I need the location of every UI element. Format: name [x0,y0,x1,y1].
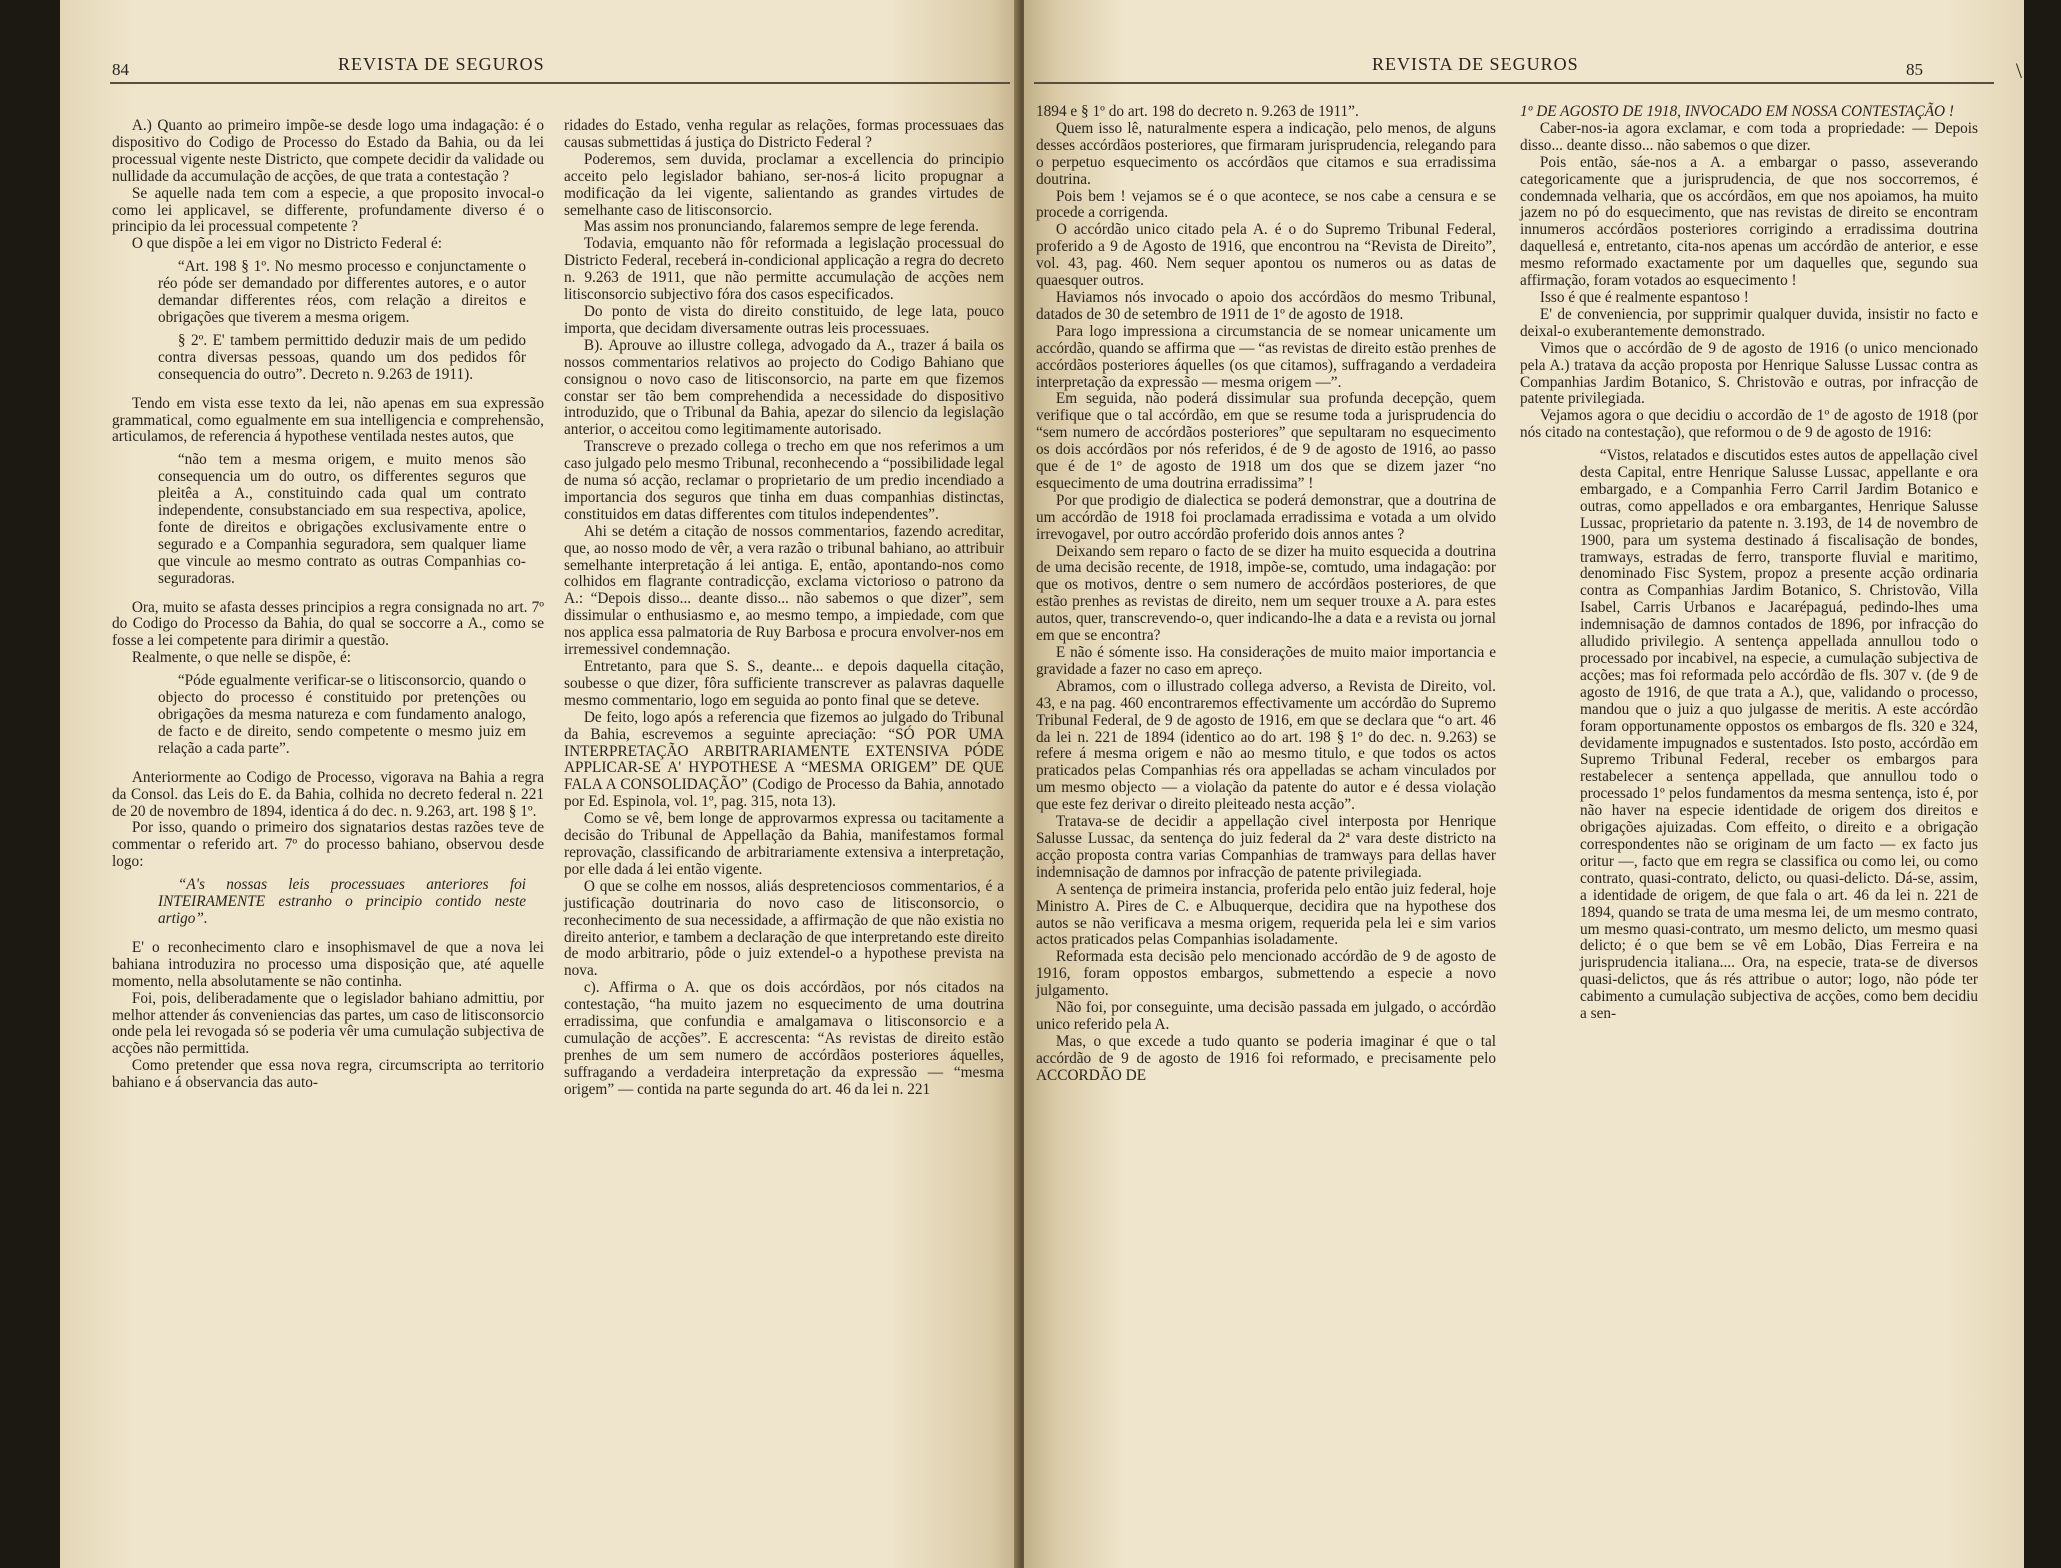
paragraph: Vejamos agora o que decidiu o accordão de 1º de agosto de 1918 (por nós citado na contestação), que reformou o de 9 de agosto de 1916: [1520,407,1978,442]
block-quote: “A's nossas leis processuaes anteriores foi INTEIRAMENTE estranho o principio contido neste artigo”. [158,876,526,927]
paragraph: O que dispõe a lei em vigor no Districto Federal é: [131,235,442,253]
paragraph: Haviamos nós invocado o apoio dos accórdãos do mesmo Tribunal, datados de 30 de setembro de 1911 de 1º de agosto de 1918. [1036,288,1496,323]
text-column [1520,104,1978,1029]
left-page [60,0,1020,1568]
running-header: REVISTA DE SEGUROS [338,54,545,74]
text-column [112,118,544,1092]
paragraph: Mas, o que excede a tudo quanto se poderia imaginar é que o tal accórdão de 9 de agosto de 1916 foi reformado, e precisamente pelo ACCORDÃO DE [1036,1032,1496,1084]
block-quote: “não tem a mesma origem, e muito menos são consequencia um do outro, os differentes seguros que pleitêa a A., constituindo cada qual um contrato independente, consubstanciado em sua respectiva, apolice, fonte de direitos e obrigações exclusivamente entre o segurado e a Companhia seguradora, sem qualquer liame que vincule ao mesmo contrato as outras Companhias co-seguradoras. [158,451,526,587]
page-number: 84 [112,60,129,79]
paragraph: Foi, pois, deliberadamente que o legislador bahiano admittiu, por melhor attender ás conveniencias das partes, um caso de litisconsorcio onde pela lei revogada só se poderia vêr uma cumulação subjectiva de acções não permittida. [112,989,544,1058]
paragraph: Por que prodigio de dialectica se poderá demonstrar, que a doutrina de um accórdão de 1918 foi proclamada erradissima e votada a um olvido irrevogavel, por outro accórdão proferido dois annos antes ? [1036,491,1496,543]
paragraph: ridades do Estado, venha regular as relações, formas processuaes das causas submettidas á justiça do Districto Federal ? [564,117,1004,151]
paragraph: Tendo em vista esse texto da lei, não apenas em sua expressão grammatical, como egualmente em sua intelligencia e comprehensão, articulamos, de referencia á hypothese ventilada nestes autos, que [112,394,544,446]
block-quote: “Póde egualmente verificar-se o litisconsorcio, quando o objecto do processo é constituido por pretenções ou obrigações da mesma natureza e com fundamento analogo, de facto e de direito, sendo competente o mesmo juiz em relação a cada parte”. [158,672,526,757]
paragraph: Para logo impressiona a circumstancia de se nomear unicamente um accórdão, quando se affirma que — “as revistas de direito estão prenhes de accórdãos posteriores áquelles (os que citamos), suffragando a verdadeira interpretação da expressão — mesma origem —”. [1036,322,1496,391]
paragraph: 1º DE AGOSTO DE 1918, INVOCADO EM NOSSA CONTESTAÇÃO ! [1520,103,1955,120]
paragraph: Abramos, com o illustrado collega adverso, a Revista de Direito, vol. 43, e na pag. 460 encontraremos effectivamente um accórdão do Supremo Tribunal Federal, de 9 de agosto de 1916, em que se declara que “o art. 46 da lei n. 221 de 1894 (identico ao do art. 198 § 1º do dec. n. 9.263) se refere á mesma origem e não ao mesmo titulo, e que todos os actos praticados pelas Companhias rés ora appelladas se acham vinculados por um mesmo objecto — a violação da patente do autor e é dessa violação que este fez derivar o direito pleiteado nesta acção”. [1036,677,1496,814]
paragraph: E' de conveniencia, por supprimir qualquer duvida, insistir no facto e deixal-o exuberantemente demonstrado. [1520,305,1978,340]
paragraph: Caber-nos-ia agora exclamar, e com toda a propriedade: — Depois disso... deante disso... não sabemos o que dizer. [1520,119,1978,154]
header-rule [110,82,1010,84]
paragraph: Ora, muito se afasta desses principios a regra consignada no art. 7º do Codigo do Processo da Bahia, do qual se soccorre a A., como se fosse a lei competente para dirimir a questão. [112,598,544,650]
paragraph: Se aquelle nada tem com a especie, a que proposito invocal-o como lei applicavel, se differente, profundamente diverso é o principio da lei processual competente ? [112,184,544,236]
paragraph: O accórdão unico citado pela A. é o do Supremo Tribunal Federal, proferido a 9 de Agosto de 1916, que encontrou na “Revista de Direito”, vol. 43, pag. 460. Nem sequer apontou os numeros ou as datas de quaesquer outros. [1036,221,1496,290]
paragraph: Poderemos, sem duvida, proclamar a excellencia do principio acceito pelo legislador bahiano, ser-nos-á licito propugnar a modificação da lei vigente, salientando as grandes virtudes de semelhante caso de litisconsorcio. [564,150,1004,219]
block-quote: “Vistos, relatados e discutidos estes autos de appellação civel desta Capital, entre Henrique Salusse Lussac, appellante e ora embargado, e a Companhia Ferro Carril Jardim Botanico e outras, como appellados e ora embargantes, Henrique Salusse Lussac, proprietario da patente n. 3.193, de 14 de novembro de 1900, para um systema destinado á fiscalisação de bondes, tramways, estradas de ferro, transporte fluvial e maritimo, denominado Fisc System, propoz a presente acção ordinaria contra as Companhias Jardim Botanico, S. Christovão, Villa Isabel, Carris Urbanos e Jacarépaguá, pedindo-lhes uma indemnisação de damnos contados de 1896, por infracção do alludido privilegio. A sentença appellada annullou todo o processado por incabivel, na especie, a cumulação subjectiva de acções; mas foi reformada pelo accórdão de fls. 307 v. (de 9 de agosto de 1916, de que trata a A.), que, validando o processo, mandou que o juiz a quo julgasse de meritis. A este accórdão foram opportunamente oppostos os embargos de fls. 320 e 324, devidamente impugnados e sustentados. Isto posto, accórdão em Supremo Tribunal Federal, receber os embargos para restabelecer a sentença appellada, que annullou todo o processado 1º pelos fundamentos da mesma sentença, isto é, por não haver na especie identidade de origem dos direitos e obrigações ajuizadas. Com effeito, o direito e a obrigação correspondentes não se originam de um facto — ex facto jus oritur —, facto que em regra se classifica ou como lei, ou como contrato, quasi-contrato, delicto, ou quasi-delicto. Dá-se, assim, a identidade de origem, de que fala o art. 46 da lei n. 221 de 1894, quando se trata de uma mesma lei, de um mesmo contrato, um mesmo quasi-contrato, um mesmo delicto, um mesmo quasi delicto; é o que bem se vê em Lobão, Dias Ferreira e na jurisprudencia italiana.... Ora, na especie, trata-se de diversos quasi-delictos, que ás rés attribue o autor; logo, não póde ter cabimento a cumulação subjectiva de acções, como bem decidiu a sen- [1580,447,1978,1023]
paragraph: A.) Quanto ao primeiro impõe-se desde logo uma indagação: é o dispositivo do Codigo de Processo do Estado da Bahia, ou da lei processual vigente neste Districto, que compete decidir da validade ou nullidade da accumulação de acções, de que trata a contestação ? [112,117,544,185]
paragraph: Entretanto, para que S. S., deante... e depois daquella citação, soubesse o que dizer, fôra sufficiente transcrever as palavras daquelle mesmo commentario, logo em seguida ao ponto final que se deteve. [564,658,1004,709]
page-number: 85 [1906,60,1923,79]
paragraph: Todavia, emquanto não fôr reformada a legislação processual do Districto Federal, receberá in-condicional applicação a regra do decreto n. 9.263 de 1911, que não permitte accumulação de acções nem litisconsorcio subjectivo fóra dos casos especificados. [564,235,1004,304]
paragraph: Como se vê, bem longe de approvarmos expressa ou tacitamente a decisão do Tribunal de Appellação da Bahia, manifestamos formal reprovação, classificando de arbitrariamente extensiva a interpretação, por elle dada á lei então vigente. [564,810,1004,878]
block-quote: § 2º. E' tambem permittido deduzir mais de um pedido contra diversas pessoas, quando um dos pedidos fôr consequencia do outro”. Decreto n. 9.263 de 1911). [158,331,526,383]
paragraph: Do ponto de vista do direito constituido, de lege lata, pouco importa, que decidam diversamente outras leis processuaes. [564,302,1004,337]
paragraph: E não é sómente isso. Ha considerações de muito maior importancia e gravidade a fazer no caso em apreço. [1036,644,1496,678]
paragraph: A sentença de primeira instancia, proferida pelo então juiz federal, hoje Ministro A. Pires de C. e Albuquerque, decidira que na hypothese dos autos se não verificava a mesma origem, requerida pela lei e sim varios actos praticados pelas Companhias isoladamente. [1036,880,1496,949]
paragraph: Pois bem ! vejamos se é o que acontece, se nos cabe a censura e se procede a corrigenda. [1036,187,1496,222]
paragraph: Como pretender que essa nova regra, circumscripta ao territorio bahiano e á observancia das auto- [112,1057,544,1092]
paragraph: Anteriormente ao Codigo de Processo, vigorava na Bahia a regra da Consol. das Leis do E. da Bahia, colhida no decreto federal n. 221 de 20 de novembro de 1894, identica á do dec. n. 9.263, art. 198 § 1º. [112,768,544,820]
paragraph: O que se colhe em nossos, aliás despretenciosos commentarios, é a justificação doutrinaria do novo caso de litisconsorcio, o reconhecimento de sua necessidade, a affirmação de que não existia no direito anterior, e tambem a declaração de que interpretando este direito de modo arbitrario, pôde o juiz extendel-o a hypothese prevista na nova. [564,877,1004,980]
paragraph: Realmente, o que nelle se dispõe, é: [131,649,352,667]
paragraph: Reformada esta decisão pelo mencionado accórdão de 9 de agosto de 1916, foram oppostos embargos, submettendo a especie a novo julgamento. [1036,948,1496,1000]
paragraph: Isso é que é realmente espantoso ! [1539,288,1749,306]
paragraph: Quem isso lê, naturalmente espera a indicação, pelo menos, de alguns desses accórdãos posteriores, que firmaram jurisprudencia, relegando para o perpetuo esquecimento os accórdãos que citamos e sua erradissima doutrina. [1036,119,1496,188]
edge-mark: \ [2015,58,2022,83]
right-page [1024,0,2024,1568]
paragraph: Por isso, quando o primeiro dos signatarios destas razões teve de commentar o referido art. 7º do processo bahiano, observou desde logo: [112,819,544,871]
paragraph: Mas assim nos pronunciando, falaremos sempre de lege ferenda. [583,218,979,236]
running-header: REVISTA DE SEGUROS [1372,54,1579,74]
paragraph: Ahi se detém a citação de nossos commentarios, fazendo acreditar, que, ao nosso modo de vêr, a vera razão o tribunal bahiano, ao attribuir semelhante interpretação á lei antiga. E, então, apontando-nos como colhidos em flagrante contradicção, exclama victorioso o patrono da A.: “Depois disso... deante disso... não sabemos o que dizer”, sem dissimular o enthusiasmo e, ao mesmo tempo, a impiedade, com que nos applica essa palmatoria de Ruy Barbosa e procura envolver-nos em irremessivel condemnação. [564,522,1004,659]
paragraph: E' o reconhecimento claro e insophismavel de que a nova lei bahiana introduzira no processo uma disposição que, até aquelle momento, nella absolutamente se não continha. [112,938,544,990]
paragraph: De feito, logo após a referencia que fizemos ao julgado do Tribunal da Bahia, escrevemos a seguinte apreciação: “SÓ POR UMA INTERPRETAÇÃO ARBITRARIAMENTE EXTENSIVA PÓDE APPLICAR-SE A' HYPOTHESE A “MESMA ORIGEM” DE QUE FALA A CONSOLIDAÇÃO” (Codigo de Processo da Bahia, annotado por Ed. Espinola, vol. 1º, pag. 315, nota 13). [564,708,1004,811]
text-column [564,118,1004,1099]
paragraph: B). Aprouve ao illustre collega, advogado da A., trazer á baila os nossos commentarios relativos ao projecto do Codigo Bahiano que consignou o novo caso de litisconsorcio, na parte em que fizemos constar ser tão bem comprehendida a necessidade do dispositivo introduzido, que o Tribunal da Bahia, apezar do silencio da legislação anterior, o acceitou como legitimamente autorisado. [564,336,1004,439]
paragraph: Transcreve o prezado collega o trecho em que nos referimos a um caso julgado pelo mesmo Tribunal, reconhecendo a “possibilidade legal de numa só acção, reclamar o proprietario de um predio incendiado a importancia dos seguros que tinha em duas companhias distinctas, constituidos em datas differentes com titulos independentes”. [564,438,1004,523]
block-quote: “Art. 198 § 1º. No mesmo processo e conjunctamente o réo póde ser demandado por differentes autores, e o autor demandar differentes réos, com relação a direitos e obrigações que tiverem a mesma origem. [158,258,526,326]
paragraph: Deixando sem reparo o facto de se dizer ha muito esquecida a doutrina de uma decisão recente, de 1918, impõe-se, comtudo, uma indagação: por que os motivos, dentre o sem numero de accórdãos posteriores, de que estão prenhes as revistas de direito, nem um sequer trouxe a A. para estes autos, quer, transcrevendo-o, quer indicando-lhe a data e a revista ou jornal em que se encontra? [1036,542,1496,645]
header-rule [1034,82,1994,84]
paragraph: Tratava-se de decidir a appellação civel interposta por Henrique Salusse Lussac, da sentença do juiz federal da 2ª vara deste districto na acção proposta contra varias Companhias de tramways para dellas haver indemnisação de damnos por infracção de patente privilegiada. [1036,813,1496,881]
paragraph: Não foi, por conseguinte, uma decisão passada em julgado, o accórdão unico referido pela A. [1036,999,1496,1033]
paragraph: Pois então, sáe-nos a A. a embargar o passo, asseverando categoricamente que a jurisprudencia, de que nos soccorremos, é condemnada velharia, que os accórdãos, em que nos apoiamos, ha muito jazem no pó do esquecimento, que nas revistas de direito se encontram innumeros accórdãos posteriores corrigindo a erradissima doutrina daquellesá e, entretanto, cita-nos apenas um accórdão de anterior, e esse mesmo reformado exactamente por um daquelles que, segundo sua affirmação, foram votados ao esquecimento ! [1520,153,1978,290]
paragraph: Em seguida, não poderá dissimular sua profunda decepção, quem verifique que o tal accórdão, em que se resume toda a jurisprudencia do “sem numero de accórdãos posteriores” que sepultaram no esquecimento os dois accórdãos por nós referidos, é de 9 de agosto de 1916, ao passo que é de 1º de agosto de 1918 um dos que se dizem jazer “no esquecimento de uma doutrina erradissima” ! [1036,390,1496,492]
text-column [1036,104,1496,1085]
paragraph: Vimos que o accórdão de 9 de agosto de 1916 (o unico mencionado pela A.) tratava da acção proposta por Henrique Salusse Lussac contra as Companhias Jardim Botanico, S. Christovão e outras, por infracção de patente privilegiada. [1520,339,1978,408]
paragraph: 1894 e § 1º do art. 198 do decreto n. 9.263 de 1911”. [1036,103,1359,120]
paragraph: c). Affirma o A. que os dois accórdãos, por nós citados na contestação, “ha muito jazem no esquecimento de uma doutrina erradissima, que confundia e amalgamava o litisconsorcio e a cumulação de acções”. E accrescenta: “As revistas de direito estão prenhes de um sem numero de accórdãos posteriores áquelles, suffragando a verdadeira interpretação da expressão — “mesma origem” — contida na parte segunda do art. 46 da lei n. 221 [564,979,1004,1098]
